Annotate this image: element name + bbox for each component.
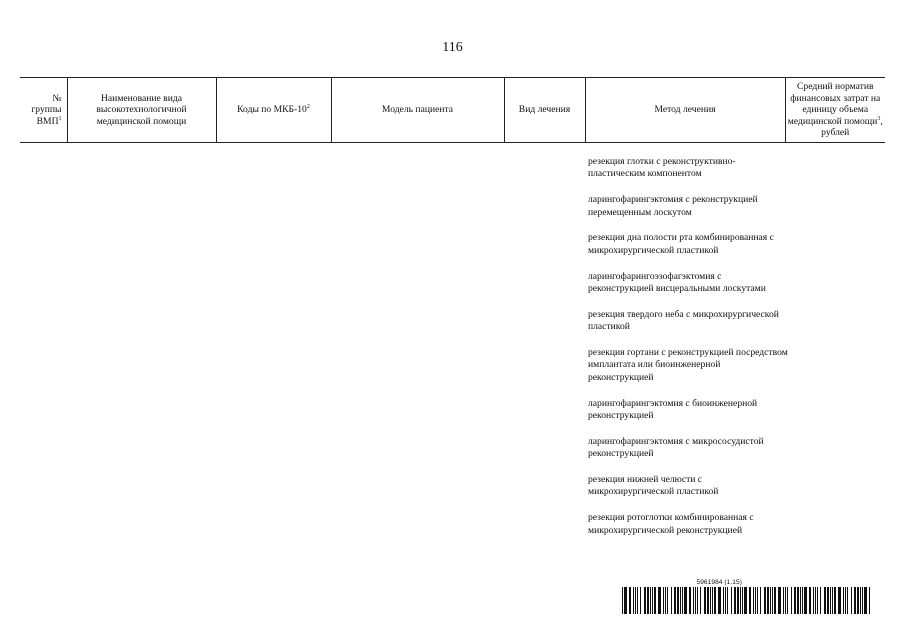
- footnote-mark-3: 3: [877, 115, 881, 122]
- page-number: 116: [442, 40, 463, 55]
- table-header: [20, 77, 885, 143]
- barcode-label: 5961984 (1.15): [696, 579, 742, 586]
- header-group-number: [20, 78, 67, 143]
- header-treatment-method-text: Метод лечения: [654, 104, 716, 116]
- header-care-type-text: Наименование вида высокотехнологичной медицинской помощи: [96, 92, 187, 127]
- header-treatment-kind: [504, 78, 585, 143]
- header-icd-codes: [216, 78, 331, 143]
- document-barcode: [622, 579, 870, 614]
- header-cost-norm-text: Средний норматив финансовых затрат на единицу объема медицинской помощи: [787, 81, 881, 127]
- list-item: резекция глотки с реконструктивно-пластическим компонентом: [588, 156, 736, 180]
- list-item: ларингофарингоэзофагэктомия с реконструкцией висцеральными лоскутами: [588, 270, 766, 295]
- header-treatment-kind-text: Вид лечения: [518, 104, 571, 116]
- barcode-icon: [622, 587, 870, 614]
- header-patient-model: [331, 78, 504, 143]
- header-group-number-text: № группы ВМП: [31, 92, 62, 127]
- header-icd-codes-text: Коды по МКБ-10: [237, 104, 307, 116]
- footnote-mark-2: 2: [306, 104, 310, 111]
- header-care-type: [67, 78, 216, 143]
- list-item: резекция нижней челюсти с микрохирургической пластикой: [588, 474, 719, 498]
- header-cost-norm: [785, 78, 885, 143]
- list-item: ларингофарингэктомия с микрососудистой реконструкцией: [588, 435, 764, 460]
- header-patient-model-text: Модель пациента: [381, 104, 454, 116]
- footnote-mark-1: 1: [58, 115, 62, 122]
- list-item: резекция гортани с реконструкцией посредством имплантата или биоинженерной реконструкцией: [588, 347, 788, 383]
- treatment-methods-list: [588, 156, 788, 550]
- list-item: ларингофарингэктомия с реконструкцией перемещенным лоскутом: [588, 194, 758, 218]
- header-treatment-method: [585, 78, 785, 143]
- list-item: резекция дна полости рта комбинированная с микрохирургической пластикой: [588, 232, 774, 256]
- header-cost-norm-unit: , рублей: [821, 115, 883, 139]
- list-item: резекция твердого неба с микрохирургической пластикой: [588, 308, 779, 333]
- list-item: ларингофарингэктомия с биоинженерной реконструкцией: [588, 397, 758, 422]
- list-item: резекция ротоглотки комбинированная с микрохирургической реконструкцией: [588, 512, 754, 536]
